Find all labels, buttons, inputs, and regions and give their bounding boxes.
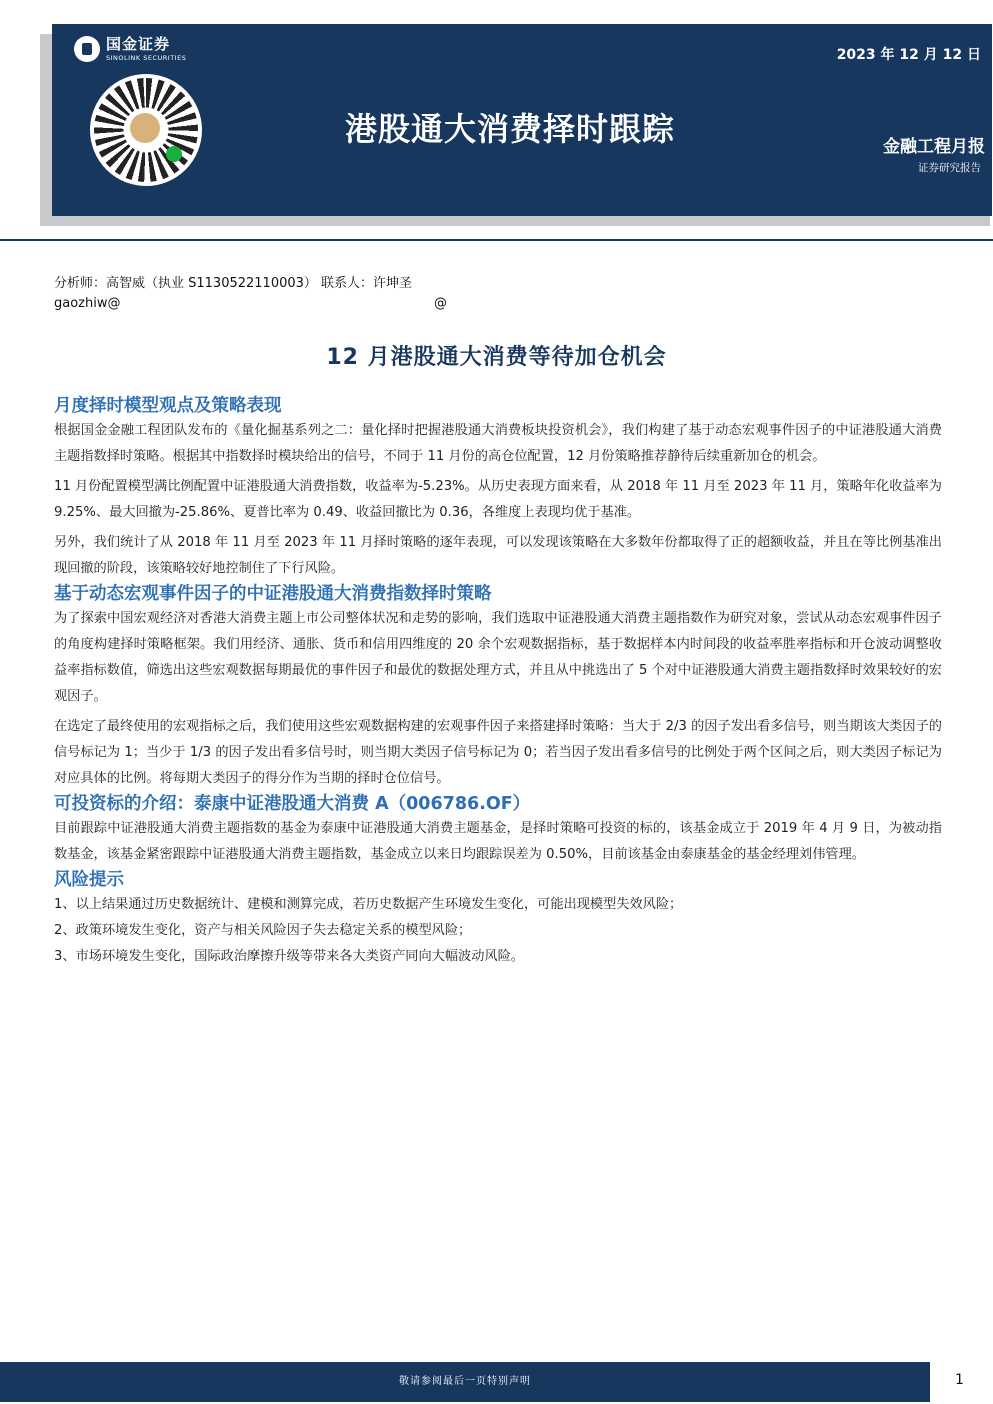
analyst-email[interactable]: gaozhiw@ (54, 296, 121, 311)
risk-item: 3、市场环境发生变化，国际政治摩擦升级等带来各大类资产同向大幅波动风险。 (54, 949, 524, 964)
risk-item: 1、以上结果通过历史数据统计、建模和测算完成，若历史数据产生环境发生变化，可能出现模型失效风险； (54, 897, 683, 912)
logo-mark-icon (74, 36, 100, 62)
section-heading: 基于动态宏观事件因子的中证港股通大消费指数择时策略 (54, 584, 492, 604)
company-logo (74, 36, 186, 62)
footer-notice: 敬请参阅最后一页特别声明 (0, 1362, 930, 1402)
contact-email[interactable]: @ (434, 296, 447, 311)
paragraph: 另外，我们统计了从 2018 年 11 月至 2023 年 11 月择时策略的逐年表现，可以发现该策略在大多数年份都取得了正的超额收益，并且在等比例基准出现回撤的阶段，该策略较好地控制住了下行风险。 (54, 535, 942, 576)
risk-item: 2、政策环境发生变化，资产与相关风险因子失去稳定关系的模型风险； (54, 923, 472, 938)
qr-center-logo (128, 111, 162, 145)
paragraph: 在选定了最终使用的宏观指标之后，我们使用这些宏观数据构建的宏观事件因子来搭建择时策略：当大于 2/3 的因子发出看多信号，则当期该大类因子的信号标记为 1；当少于 1/3 的因子发出看多信号时，则当期大类因子信号标记为 0；若当因子发出看多信号的比例处于两个区间之后，则大类因子标记为对应具体的比例。将每期大类因子的得分作为当期的择时仓位信号。 (54, 719, 942, 786)
section-heading: 月度择时模型观点及策略表现 (54, 396, 282, 416)
paragraph: 11 月份配置模型满比例配置中证港股通大消费指数，收益率为-5.23%。从历史表现方面来看，从 2018 年 11 月至 2023 年 11 月，策略年化收益率为 9.25%、最大回撤为-25.86%、夏普比率为 0.49、收益回撤比为 0.36，各维度上表现均优于基准。 (54, 479, 942, 520)
paragraph: 目前跟踪中证港股通大消费主题指数的基金为泰康中证港股通大消费主题基金，是择时策略可投资的标的，该基金成立于 2019 年 4 月 9 日，为被动指数基金，该基金紧密跟踪中证港股通大消费主题指数，基金成立以来日均跟踪误差为 0.50%，目前该基金由泰康基金的基金经理刘伟管理。 (54, 821, 942, 862)
wechat-mini-program-icon (166, 146, 182, 162)
page-number: 1 (955, 1372, 964, 1388)
email-row (54, 294, 474, 314)
page-footer (0, 1362, 993, 1404)
report-subtype: 证券研究报告 (918, 162, 981, 174)
header-divider (0, 239, 993, 241)
section-heading: 可投资标的介绍：泰康中证港股通大消费 A（006786.OF） (54, 794, 531, 814)
document-title: 12 月港股通大消费等待加仓机会 (326, 345, 667, 370)
report-title: 港股通大消费择时跟踪 (344, 110, 675, 148)
report-type: 金融工程月报 (883, 137, 985, 157)
report-date: 2023 年 12 月 12 日 (836, 47, 981, 63)
logo-cn: 国金证券 (106, 34, 171, 53)
paragraph: 为了探索中国宏观经济对香港大消费主题上市公司整体状况和走势的影响，我们选取中证港股通大消费主题指数作为研究对象，尝试从动态宏观事件因子的角度构建择时策略框架。我们用经济、通胀、货币和信用四维度的 20 余个宏观数据指标，基于数据样本内时间段的收益率胜率指标和开仓波动调整收益率指标数值，筛选出这些宏观数据每期最优的事件因子和最优的数据处理方式，并且从中挑选出了 5 个对中证港股通大消费主题指数择时效果较好的宏观因子。 (54, 611, 942, 704)
section-heading: 风险提示 (54, 870, 124, 890)
logo-en: SINOLINK SECURITIES (106, 53, 187, 62)
analyst-line: 分析师：高智威（执业 S1130522110003） 联系人：许坤圣 (54, 276, 413, 291)
report-body (54, 394, 942, 970)
paragraph: 根据国金金融工程团队发布的《量化掘基系列之二：量化择时把握港股通大消费板块投资机会》，我们构建了基于动态宏观事件因子的中证港股通大消费主题指数择时策略。根据其中指数择时模块给出的信号，不同于 11 月份的高仓位配置，12 月份策略推荐静待后续重新加仓的机会。 (54, 423, 942, 464)
